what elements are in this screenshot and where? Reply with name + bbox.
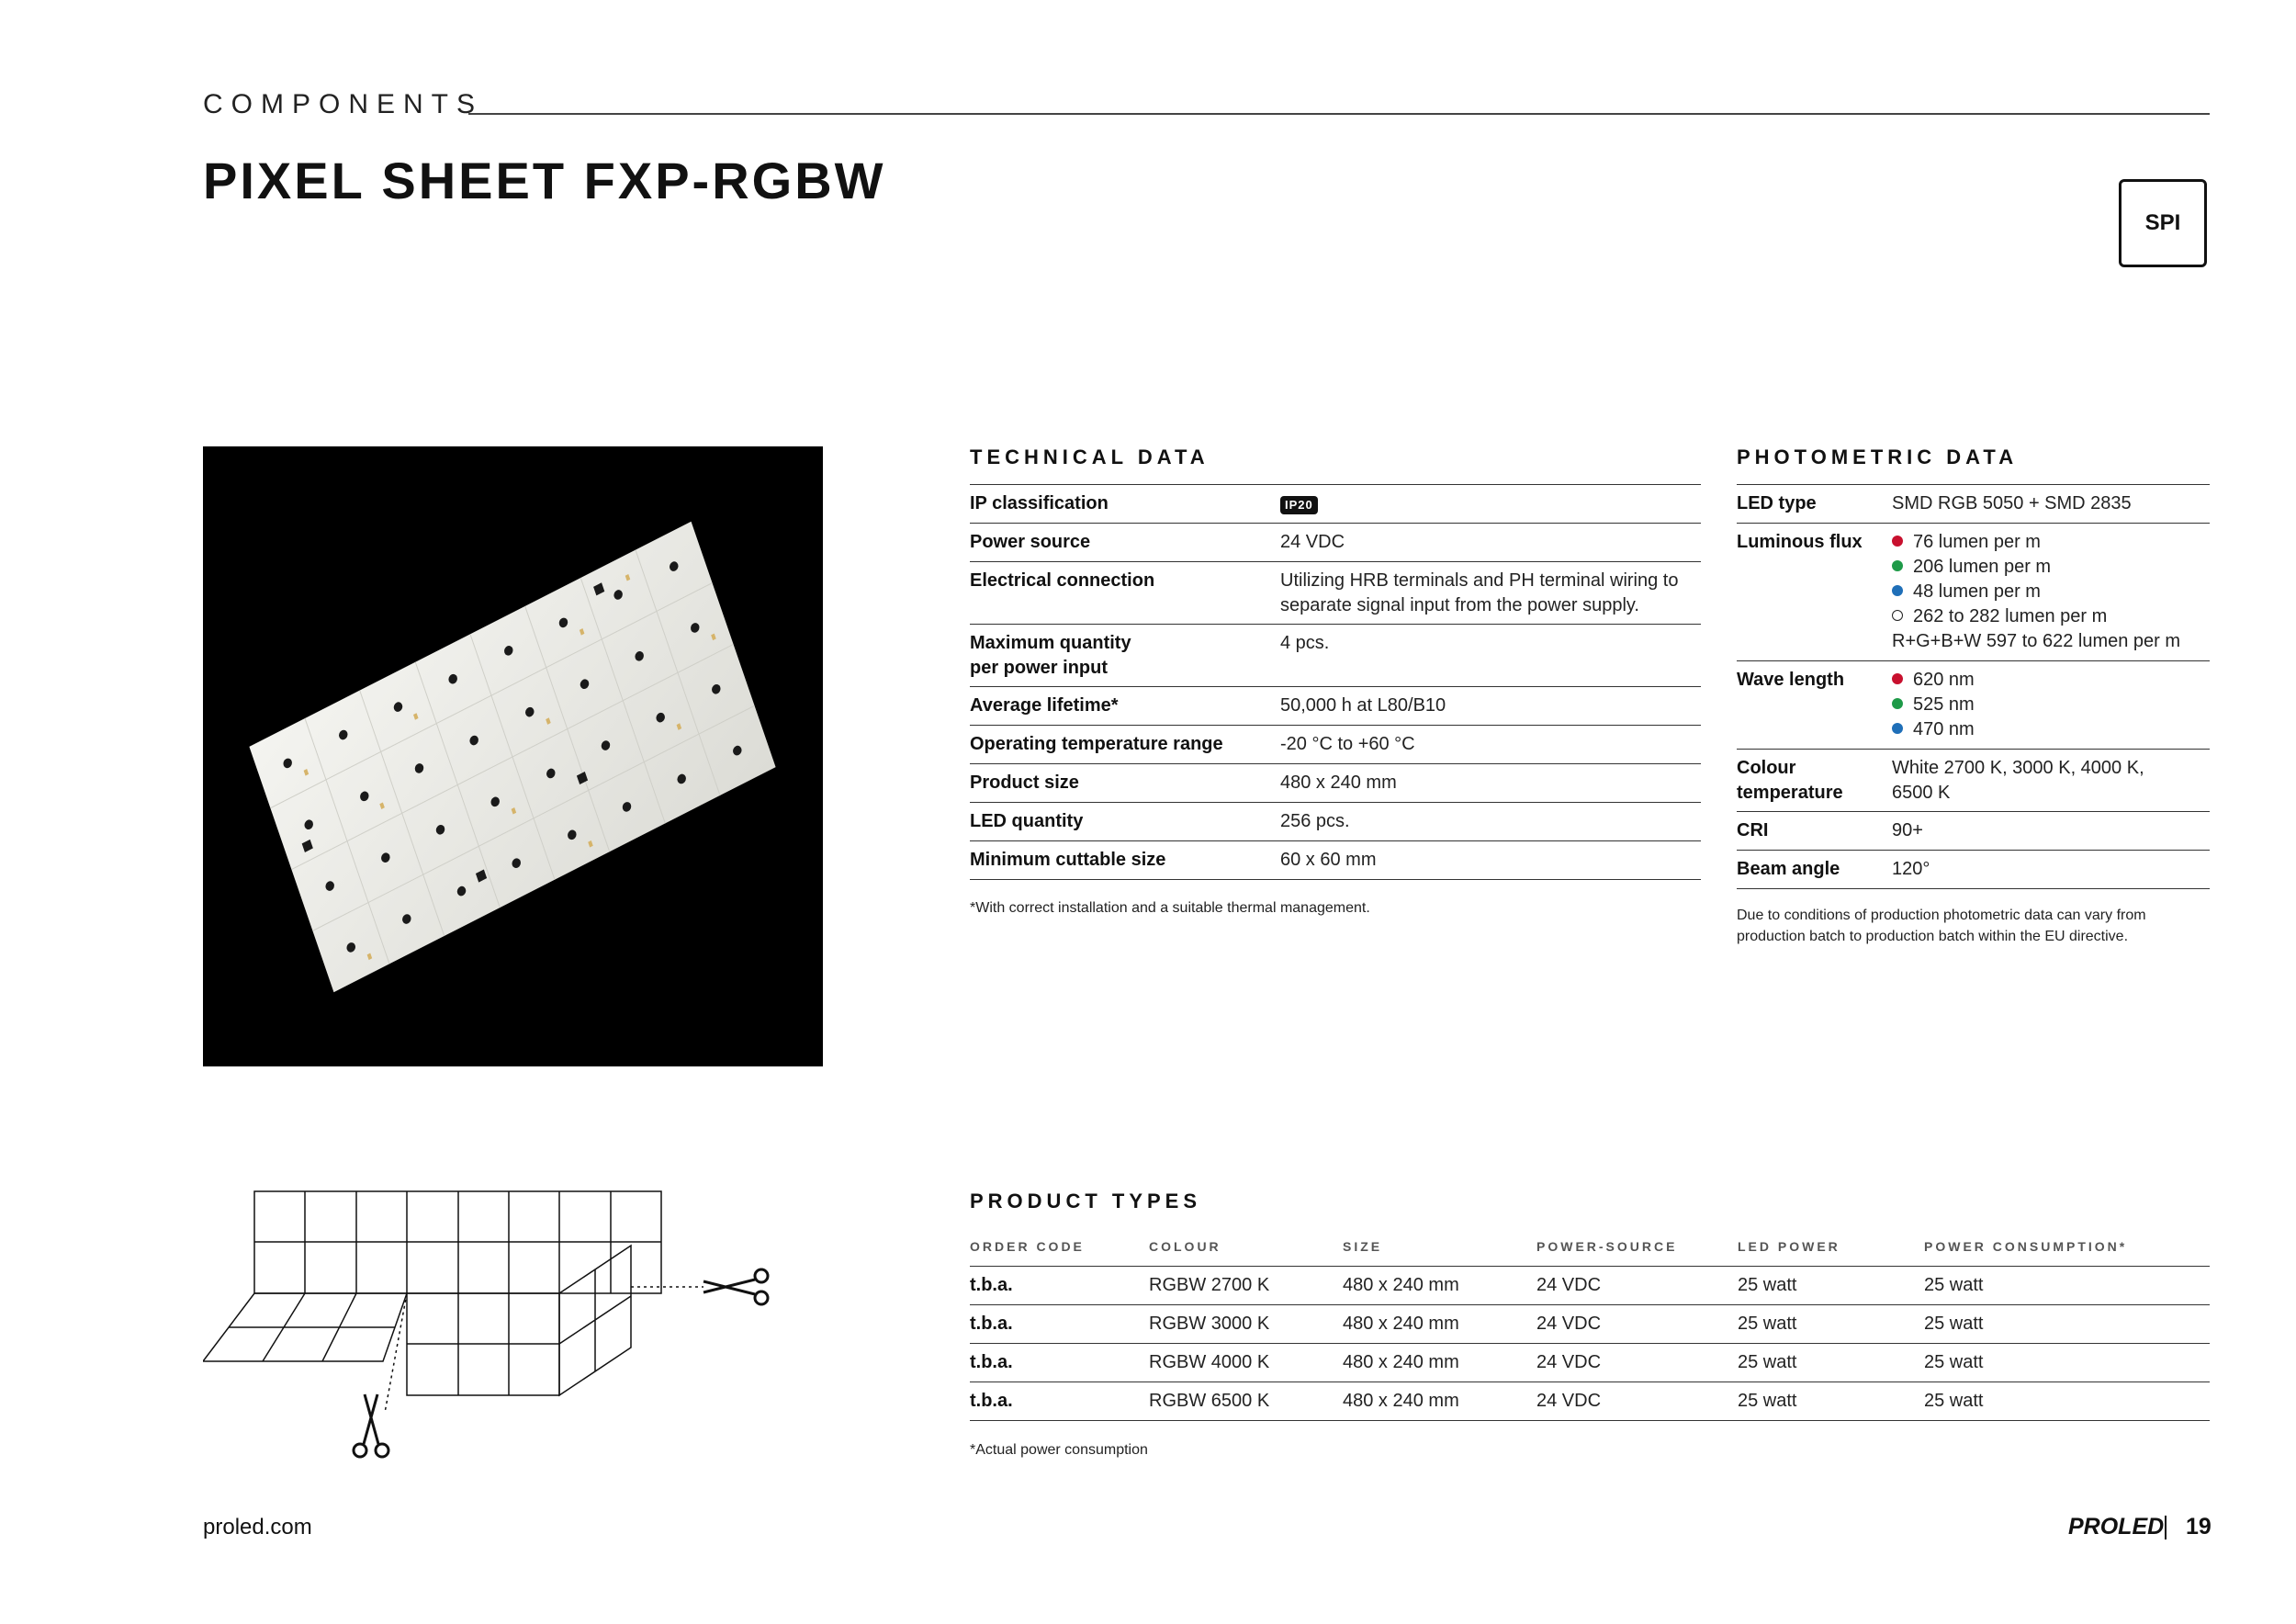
footer-url[interactable]: proled.com — [203, 1515, 312, 1539]
table-row: t.b.a. RGBW 6500 K 480 x 240 mm 24 VDC 25 watt 25 watt — [970, 1382, 2210, 1421]
flux-item: 262 to 282 lumen per m — [1892, 604, 2107, 629]
product-types-title: PRODUCT TYPES — [970, 1190, 1202, 1212]
product-photo — [203, 446, 823, 1066]
tech-label: Average lifetime* — [970, 695, 1119, 716]
photometric-data-table — [1737, 445, 2210, 960]
photo-value: 90+ — [1892, 820, 1923, 840]
table-row: t.b.a. RGBW 3000 K 480 x 240 mm 24 VDC 25 watt 25 watt — [970, 1304, 2210, 1344]
tech-value: -20 °C to +60 °C — [1280, 734, 1415, 754]
tech-row — [970, 763, 1701, 803]
product-types-table — [970, 1190, 2210, 1465]
scissors-bottom-icon — [354, 1394, 388, 1457]
tech-row — [970, 561, 1701, 625]
photo-row — [1737, 523, 2210, 661]
footer-separator — [2165, 1516, 2167, 1539]
tech-value: 60 x 60 mm — [1280, 850, 1377, 870]
flux-item: 76 lumen per m — [1892, 530, 2041, 555]
tech-value: separate signal input from the power supply. — [1280, 595, 1639, 615]
photo-label: temperature — [1737, 783, 1843, 803]
pixel-sheet-image — [203, 446, 823, 1066]
flux-total: R+G+B+W 597 to 622 lumen per m — [1892, 631, 2181, 651]
flux-item: 206 lumen per m — [1892, 555, 2051, 580]
types-footnote: *Actual power consumption — [970, 1442, 1148, 1458]
table-row: t.b.a. RGBW 4000 K 480 x 240 mm 24 VDC 25 watt 25 watt — [970, 1343, 2210, 1382]
photometric-disclaimer: Due to conditions of production photometric data can vary from — [1737, 908, 2146, 923]
tech-label: IP classification — [970, 493, 1109, 513]
tech-row — [970, 725, 1701, 764]
technical-data-title: TECHNICAL DATA — [970, 445, 1210, 468]
tech-row — [970, 840, 1701, 880]
photo-value: White 2700 K, 3000 K, 4000 K, — [1892, 758, 2144, 778]
flux-item: 48 lumen per m — [1892, 580, 2041, 604]
photo-row — [1737, 811, 2210, 851]
column-header: LED POWER — [1738, 1239, 1840, 1254]
section-divider — [468, 113, 2210, 115]
cutting-diagram — [203, 1185, 791, 1470]
tech-row — [970, 686, 1701, 726]
green-dot-icon — [1892, 698, 1903, 709]
section-label: COMPONENTS — [203, 89, 484, 119]
photo-row — [1737, 484, 2210, 524]
tech-label: Minimum cuttable size — [970, 850, 1166, 870]
red-dot-icon — [1892, 536, 1903, 547]
photo-label: Wave length — [1737, 670, 1845, 690]
ip-badge: IP20 — [1280, 496, 1318, 514]
page-number: 19 — [2186, 1514, 2212, 1539]
scissors-right-icon — [703, 1269, 768, 1304]
tech-footnote: *With correct installation and a suitable thermal management. — [970, 900, 1370, 916]
photo-label: Colour — [1737, 758, 1796, 778]
types-table-bottom-rule — [970, 1420, 2210, 1421]
red-dot-icon — [1892, 673, 1903, 684]
photo-value: 6500 K — [1892, 783, 1951, 803]
technical-data-table — [970, 445, 1701, 942]
column-header: POWER CONSUMPTION* — [1924, 1239, 2128, 1254]
blue-dot-icon — [1892, 585, 1903, 596]
wave-item: 525 nm — [1892, 693, 1975, 717]
photo-label: CRI — [1737, 820, 1769, 840]
cutting-illustration — [203, 1185, 791, 1470]
tech-value: 256 pcs. — [1280, 811, 1350, 831]
tech-row — [970, 624, 1701, 687]
tech-value: 480 x 240 mm — [1280, 773, 1397, 793]
tech-value: 24 VDC — [1280, 532, 1345, 552]
column-header: SIZE — [1343, 1239, 1383, 1254]
photo-value: 120° — [1892, 859, 1930, 879]
tech-label: Electrical connection — [970, 570, 1155, 591]
photo-value: SMD RGB 5050 + SMD 2835 — [1892, 493, 2132, 513]
table-row: t.b.a. RGBW 2700 K 480 x 240 mm 24 VDC 25 watt 25 watt — [970, 1266, 2210, 1305]
photometric-data-title: PHOTOMETRIC DATA — [1737, 445, 2019, 468]
photo-label: Beam angle — [1737, 859, 1840, 879]
spi-badge: SPI — [2119, 179, 2207, 267]
wave-item: 470 nm — [1892, 717, 1975, 742]
photo-row — [1737, 660, 2210, 750]
tech-label: Maximum quantity — [970, 633, 1131, 653]
photo-label: Luminous flux — [1737, 532, 1863, 552]
photometric-disclaimer: production batch to production batch within the EU directive. — [1737, 929, 2129, 944]
photo-table-bottom-rule — [1737, 888, 2210, 889]
tech-label: per power input — [970, 658, 1108, 678]
photo-row — [1737, 749, 2210, 812]
tech-value: 4 pcs. — [1280, 633, 1330, 653]
tech-value: 50,000 h at L80/B10 — [1280, 695, 1446, 716]
column-header: ORDER CODE — [970, 1239, 1085, 1254]
tech-label: Operating temperature range — [970, 734, 1223, 754]
column-header: POWER-SOURCE — [1536, 1239, 1678, 1254]
blue-dot-icon — [1892, 723, 1903, 734]
green-dot-icon — [1892, 560, 1903, 571]
tech-label: LED quantity — [970, 811, 1084, 831]
photo-row — [1737, 850, 2210, 889]
tech-value: Utilizing HRB terminals and PH terminal wiring to — [1280, 570, 1679, 591]
tech-table-bottom-rule — [970, 879, 1701, 880]
tech-row — [970, 523, 1701, 562]
brand-logo: PROLED — [2068, 1514, 2165, 1539]
photo-label: LED type — [1737, 493, 1817, 513]
tech-row — [970, 484, 1701, 524]
page-title: PIXEL SHEET FXP-RGBW — [203, 152, 886, 209]
wave-item: 620 nm — [1892, 668, 1975, 693]
column-header: COLOUR — [1149, 1239, 1221, 1254]
white-dot-icon — [1892, 610, 1903, 621]
tech-row — [970, 802, 1701, 841]
tech-label: Product size — [970, 773, 1079, 793]
tech-label: Power source — [970, 532, 1091, 552]
